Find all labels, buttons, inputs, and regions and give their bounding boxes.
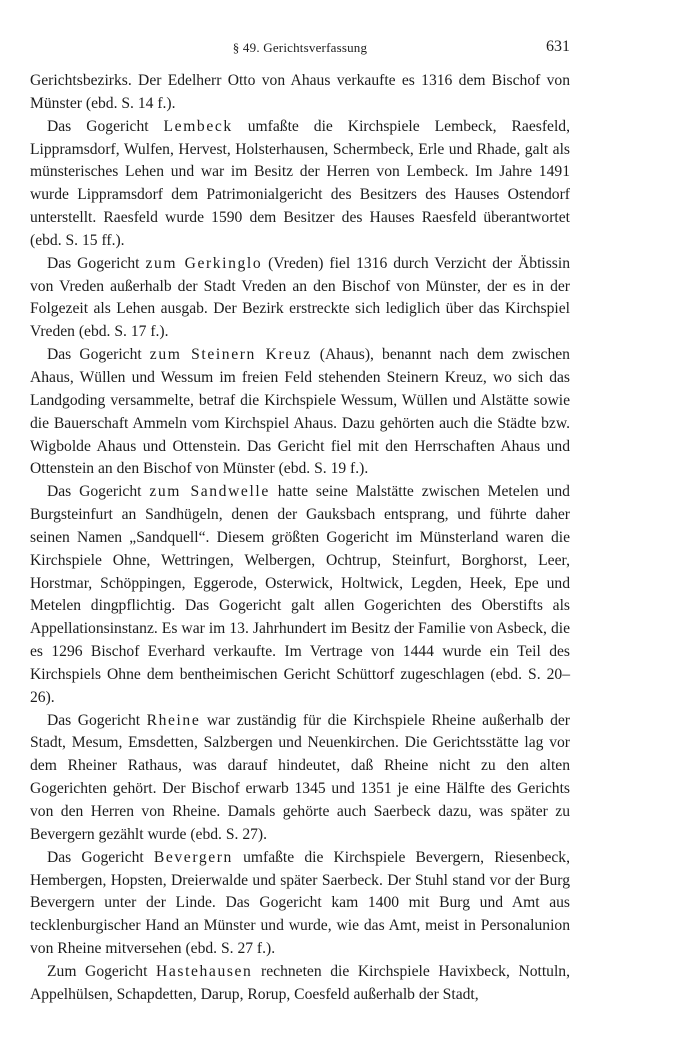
paragraph (30, 961, 570, 1007)
paragraph (30, 481, 570, 709)
paragraph-text: Gerichtsbezirks. Der Edelherr Otto von Ahaus verkaufte es 1316 dem Bischof von Münster (ebd. S. 14 f.). (30, 72, 570, 112)
court-name: zum Sandwelle (149, 483, 270, 501)
court-name: zum Gerkinglo (145, 254, 263, 272)
paragraph-text: rechneten die Kirchspiele Havixbeck, Nottuln, Appelhülsen, Schapdetten, Darup, Rorup, Coesfeld außerhalb der Stadt, (30, 962, 570, 1003)
paragraph-text: Das Gogericht (47, 483, 150, 501)
court-name: zum Steinern Kreuz (149, 346, 312, 364)
paragraph-text: umfaßte die Kirchspiele Bevergern, Riesenbeck, Hembergen, Hopsten, Dreierwalde und später Saerbeck. Der Stuhl stand vor der Burg Bevergern unter der Linde. Das Gogericht kam 1400 mit Burg und Amt aus tecklenburgischer Hand an Münster und wurde, wie das Amt, meist in Personalunion von Rheine mitversehen (ebd. S. 27 f.). (30, 848, 570, 958)
paragraph-text: war zuständig für die Kirchspiele Rheine außerhalb der Stadt, Mesum, Emsdetten, Salzbergen und Neuenkirchen. Die Gerichtsstätte lag vor dem Rheiner Rathaus, was darauf hindeutet, daß Rheine nicht zu den alten Gogerichten gehört. Der Bischof erwarb 1345 und 1351 je eine Hälfte des Gerichts von den Herren von Rheine. Damals gehörte auch Saerbeck dazu, was später zu Bevergern gezählt wurde (ebd. S. 27). (30, 711, 571, 843)
paragraph-text: umfaßte die Kirchspiele Lembeck, Raesfeld, Lippramsdorf, Wulfen, Hervest, Holsterhausen, Schermbeck, Erle und Rhade, galt als münsterisches Lehen und war im Besitz der Herren von Lembeck. Im Jahre 1491 wurde Lippramsdorf dem Patrimonialgericht des Besitzers des Hauses Ostendorf unterstellt. Raesfeld wurde 1590 dem Besitzer des Hauses Raesfeld überantwortet (ebd. S. 15 ff.). (30, 117, 570, 249)
court-name: Rheine (146, 711, 201, 729)
court-name: Bevergern (153, 848, 233, 866)
paragraph-text: Das Gogericht (47, 848, 154, 866)
running-header (30, 38, 570, 60)
paragraph (30, 344, 570, 481)
paragraph (30, 116, 570, 253)
paragraph (30, 710, 570, 847)
paragraph-text: Das Gogericht (47, 117, 164, 135)
court-name: Hastehausen (156, 962, 253, 980)
paragraph-text: (Vreden) fiel 1316 durch Verzicht der Äbtissin von Vreden außerhalb der Stadt Vreden an den Bischof von Münster, der es in der Folgezeit als Lehen ausgab. Der Bezirk erstreckte sich lediglich über das Kirchspiel Vreden (ebd. S. 17 f.). (30, 254, 571, 341)
paragraph-text: Das Gogericht (47, 254, 146, 272)
paragraph-text: Zum Gogericht (47, 962, 157, 980)
paragraph (30, 253, 570, 344)
section-title: § 49. Gerichtsverfassung (232, 40, 368, 55)
paragraph-text: hatte seine Malstätte zwischen Metelen und Burgsteinfurt an Sandhügeln, denen der Gauksbach entsprang, und führte daher seinen Namen „Sandquell“. Diesem größten Gogericht im Münsterland waren die Kirchspiele Ohne, Wettringen, Welbergen, Ochtrup, Steinfurt, Borghorst, Leer, Horstmar, Schöppingen, Eggerode, Osterwick, Holtwick, Legden, Heek, Epe und Metelen dingpflichtig. Das Gogericht galt allen Gogerichten des Oberstifts als Appellationsinstanz. Es war im 13. Jahrhundert im Besitz der Familie von Asbeck, die es 1296 Bischof Everhard verkaufte. Im Vertrage von 1444 wurde ein Teil des Kirchspiels Ohne dem bentheimischen Gericht Schüttorf zugeschlagen (ebd. S. 20–26). (30, 483, 570, 706)
paragraph (30, 70, 570, 116)
page-number: 631 (546, 38, 570, 55)
paragraph (30, 847, 570, 961)
paragraph-text: Das Gogericht (47, 711, 147, 729)
body-text (30, 70, 570, 1007)
paragraph-text: Das Gogericht (47, 346, 150, 364)
court-name: Lembeck (163, 117, 233, 135)
paragraph-text: (Ahaus), benannt nach dem zwischen Ahaus, Wüllen und Wessum im freien Feld stehenden Steinern Kreuz, wo sich das Landgoding versammelte, betraf die Kirchspiele Wessum, Wüllen und Alstätte sowie die Bauerschaft Ammeln vom Kirchspiel Ahaus. Dazu gehörten auch die Städte bzw. Wigbolde Ahaus und Ottenstein. Das Gericht fiel mit den Herrschaften Ahaus und Ottenstein an den Bischof von Münster (ebd. S. 19 f.). (30, 346, 570, 478)
